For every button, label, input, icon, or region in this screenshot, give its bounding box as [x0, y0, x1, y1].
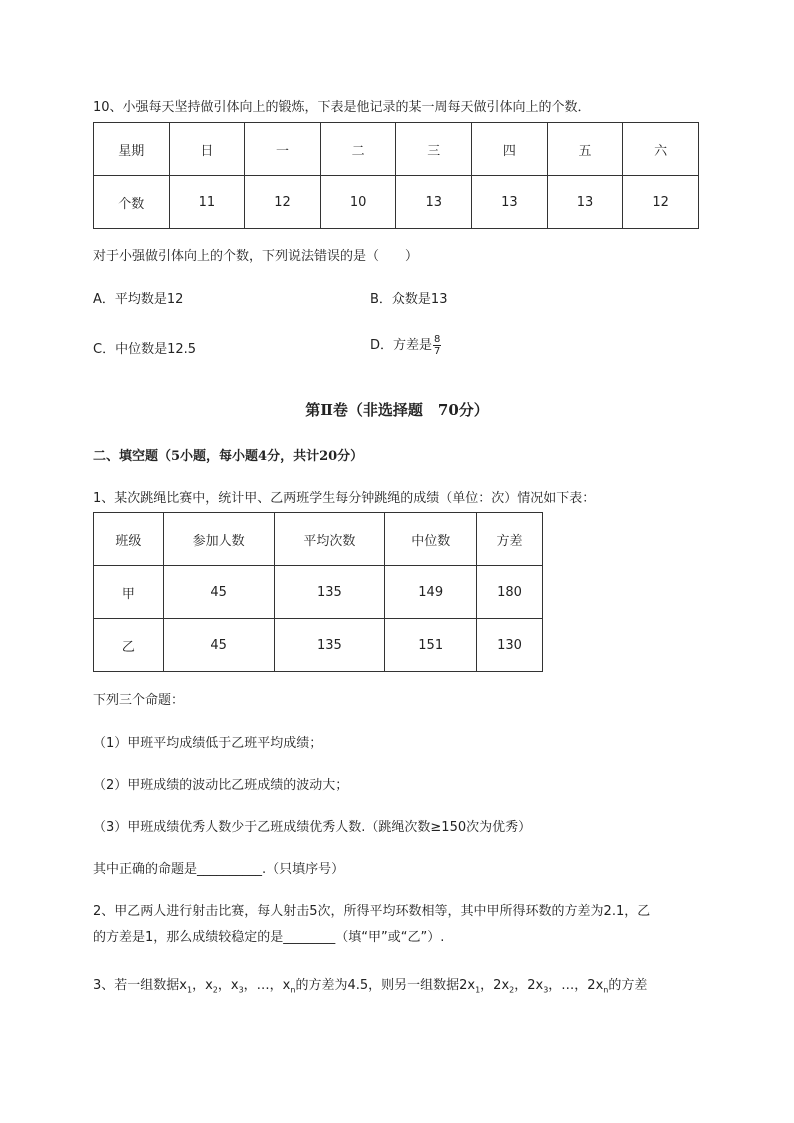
table-cell: 10	[320, 176, 396, 229]
table-cell: 甲	[94, 566, 164, 619]
table-cell: 13	[396, 176, 472, 229]
fraction-denominator: 7	[434, 346, 441, 357]
table-cell: 13	[547, 176, 623, 229]
table-cell: 个数	[94, 176, 170, 229]
table-cell: 180	[477, 566, 543, 619]
q2-line-2: 的方差是1，那么成绩较稳定的是________（填“甲”或“乙”）.	[93, 930, 445, 945]
q1-proposition-1: （1）甲班平均成绩低于乙班平均成绩；	[93, 736, 323, 751]
q10-table	[93, 122, 699, 229]
q2-line-1: 2、甲乙两人进行射击比赛，每人射击5次，所得平均环数相等，其中甲所得环数的方差为2.1，乙	[93, 904, 651, 919]
table-cell: 12	[245, 176, 321, 229]
subscript: n	[603, 985, 609, 995]
option-d[interactable]	[370, 334, 441, 357]
table-row	[94, 176, 699, 229]
subscript: n	[290, 985, 296, 995]
table-cell: 45	[163, 619, 274, 672]
table-cell: 12	[623, 176, 699, 229]
table-cell: 135	[274, 619, 385, 672]
q3-text: 3、若一组数据x	[93, 978, 187, 993]
table-row	[94, 123, 699, 176]
subscript: 1	[186, 985, 193, 995]
q3-text: ，…，x	[243, 978, 291, 993]
q1-table	[93, 512, 543, 672]
q1-answer-prompt: 其中正确的命题是__________.（只填序号）	[93, 862, 345, 877]
table-cell: 三	[396, 123, 472, 176]
subscript: 2	[212, 985, 218, 995]
q3-text: ，2x	[514, 978, 544, 993]
table-cell: 149	[385, 566, 477, 619]
subscript: 1	[475, 985, 481, 995]
table-row	[94, 513, 543, 566]
table-cell: 四	[472, 123, 548, 176]
subscript: 3	[238, 985, 244, 995]
section-title: 第Ⅱ卷（非选择题 70分）	[305, 401, 489, 419]
section-heading: 二、填空题（5小题，每小题4分，共计20分）	[93, 449, 364, 464]
q1-proposition-2: （2）甲班成绩的波动比乙班成绩的波动大；	[93, 778, 349, 793]
table-cell: 一	[245, 123, 321, 176]
q1-stem: 1、某次跳绳比赛中，统计甲、乙两班学生每分钟跳绳的成绩（单位：次）情况如下表：	[93, 491, 596, 506]
table-header-cell: 方差	[477, 513, 543, 566]
table-cell: 130	[477, 619, 543, 672]
q1-intro: 下列三个命题：	[93, 693, 185, 708]
subscript: 2	[509, 985, 515, 995]
fraction-numerator: 8	[434, 334, 441, 345]
table-cell: 星期	[94, 123, 170, 176]
option-b[interactable]: B．众数是13	[370, 292, 448, 307]
option-a[interactable]: A．平均数是12	[93, 292, 184, 307]
q3-text: ，x	[192, 978, 213, 993]
table-cell: 13	[472, 176, 548, 229]
option-c[interactable]: C．中位数是12.5	[93, 342, 197, 357]
fraction	[433, 334, 441, 357]
q3-text: ，…，2x	[548, 978, 604, 993]
table-cell: 六	[623, 123, 699, 176]
table-header-cell: 班级	[94, 513, 164, 566]
q10-stem: 10、小强每天坚持做引体向上的锻炼，下表是他记录的某一周每天做引体向上的个数．	[93, 100, 591, 115]
subscript: 3	[543, 985, 549, 995]
table-cell: 151	[385, 619, 477, 672]
table-cell: 135	[274, 566, 385, 619]
table-header-cell: 中位数	[385, 513, 477, 566]
option-d-label: D．方差是	[370, 338, 433, 353]
q3-text: ，2x	[480, 978, 510, 993]
table-cell: 乙	[94, 619, 164, 672]
q3-text: 的方差为4.5，则另一组数据2x	[295, 978, 476, 993]
q3-text: 的方差	[608, 978, 648, 993]
table-header-cell: 参加人数	[163, 513, 274, 566]
table-cell: 五	[547, 123, 623, 176]
q10-question: 对于小强做引体向上的个数，下列说法错误的是（ ）	[93, 249, 419, 264]
table-header-cell: 平均次数	[274, 513, 385, 566]
table-cell: 日	[169, 123, 245, 176]
table-cell: 11	[169, 176, 245, 229]
table-row	[94, 619, 543, 672]
table-cell: 二	[320, 123, 396, 176]
q3-stem	[93, 977, 647, 1000]
q3-text: ，x	[217, 978, 239, 993]
q1-proposition-3: （3）甲班成绩优秀人数少于乙班成绩优秀人数.（跳绳次数≥150次为优秀）	[93, 820, 532, 835]
table-row	[94, 566, 543, 619]
table-cell: 45	[163, 566, 274, 619]
